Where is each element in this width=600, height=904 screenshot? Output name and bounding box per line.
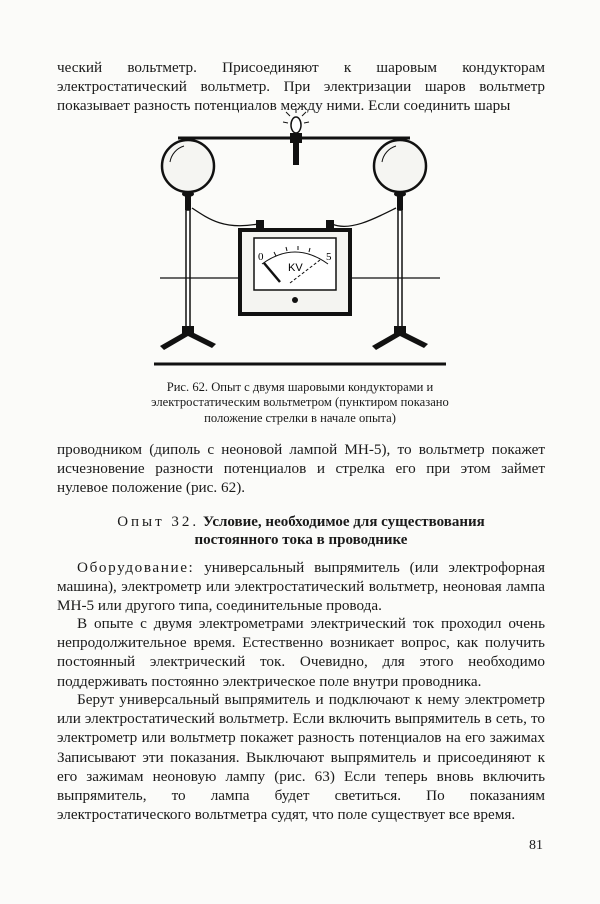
figure-caption: Рис. 62. Опыт с двумя шаровыми кондукторами и электростатическим вольтметром (пунктиром показано положение стрелки в начале опыта) — [151, 380, 449, 425]
page-number: 81 — [529, 838, 543, 853]
paragraph-electrometers: В опыте с двумя электрометрами электрический ток проходил очень непродолжительное время. Естественно возникает вопрос, как получить постоянный электрический ток. Очевидно, для этого необходимо поддерживать постоянно электрическое поле внутри проводника. — [57, 615, 545, 690]
paragraph-top: ческий вольтметр. Присоединяют к шаровым кондукторам электростатический вольтметр. При электризации шаров вольтметр показывает разность потенциалов между ними. Если соединить шары — [57, 59, 545, 115]
paragraph-equipment — [57, 558, 545, 616]
experiment-title: Условие, необходимое для существования постоянного тока в проводнике — [194, 514, 485, 548]
equipment-label: Оборудование: — [77, 559, 195, 576]
right-wire — [332, 208, 396, 226]
left-wire — [192, 208, 258, 226]
equipment-text: универсальный выпрямитель (или электрофорная машина), электрометр или электростатический вольтметр, неоновая лампа МН-5 или другого типа, соединительные провода. — [57, 559, 545, 615]
left-sphere-conductor — [162, 140, 214, 197]
electrostatic-voltmeter — [240, 220, 350, 314]
left-stand — [160, 196, 216, 350]
experiment-label: Опыт 32. — [117, 514, 200, 530]
experiment-heading — [80, 513, 522, 549]
meter-scale-five: 5 — [326, 251, 332, 263]
meter-label: KV — [288, 262, 303, 274]
paragraph-after-figure: проводником (диполь с неоновой лампой МН-5), то вольтметр покажет исчезновение разности потенциалов и стрелка его при этом займет нулевое положение (рис. 62). — [57, 441, 545, 497]
right-sphere-conductor — [374, 140, 426, 197]
right-stand — [372, 196, 428, 350]
paragraph-rectifier: Берут универсальный выпрямитель и подключают к нему электрометр или электростатический вольтметр. Если включить выпрямитель в сеть, то электрометр или вольтметр покажет разность потенциалов на его зажимах Записывают эти показания. Выключают выпрямитель и присоединяют к его зажимам неоновую лампу (рис. 63) Если теперь вновь включить выпрямитель, то лампа будет светиться. По показаниям электростатического вольтметра судят, что поле существует все время. — [57, 691, 545, 824]
meter-scale-zero: 0 — [258, 251, 264, 263]
figure-62-illustration — [140, 108, 460, 376]
